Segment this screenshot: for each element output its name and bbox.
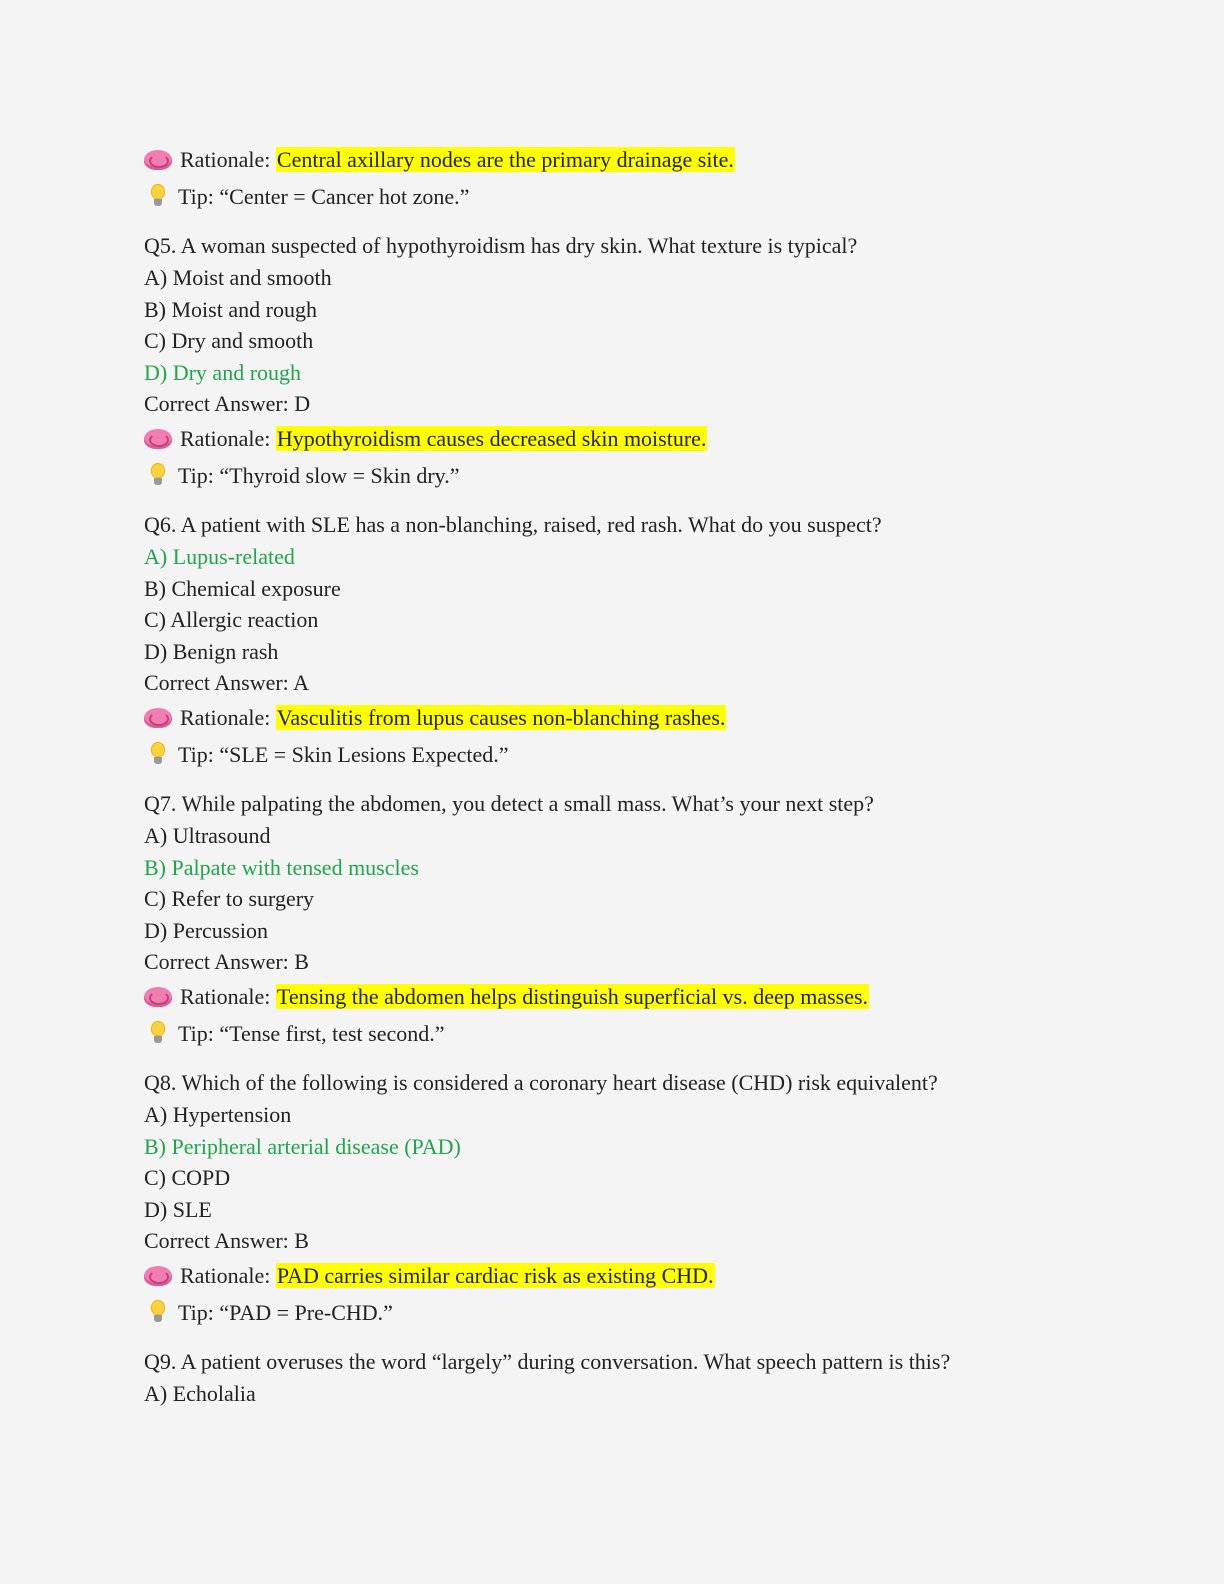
question-q6: Q6. A patient with SLE has a non-blanching, raised, red rash. What do you suspect? [144, 512, 882, 537]
option-q9-a: A) Echolalia [144, 1381, 256, 1406]
rationale-line [144, 146, 735, 174]
rationale-label: Rationale: [180, 1263, 271, 1288]
question-q5: Q5. A woman suspected of hypothyroidism has dry skin. What texture is typical? [144, 233, 858, 258]
tip-text: Tip: “Thyroid slow = Skin dry.” [178, 463, 460, 488]
lightbulb-icon [144, 742, 170, 766]
rationale-line-q7 [144, 983, 869, 1011]
option-q8-b-correct: B) Peripheral arterial disease (PAD) [144, 1134, 461, 1159]
correct-answer-q7: Correct Answer: B [144, 949, 309, 974]
correct-answer-q6: Correct Answer: A [144, 670, 309, 695]
rationale-text: Hypothyroidism causes decreased skin moisture. [276, 426, 707, 451]
rationale-line-q8 [144, 1262, 715, 1290]
rationale-label: Rationale: [180, 426, 271, 451]
lightbulb-icon [144, 1300, 170, 1324]
question-q7: Q7. While palpating the abdomen, you detect a small mass. What’s your next step? [144, 791, 874, 816]
option-q7-c: C) Refer to surgery [144, 886, 315, 911]
lightbulb-icon [144, 1021, 170, 1045]
option-q6-c: C) Allergic reaction [144, 607, 319, 632]
brain-icon [144, 428, 172, 450]
option-q5-a: A) Moist and smooth [144, 265, 332, 290]
rationale-text: PAD carries similar cardiac risk as existing CHD. [276, 1263, 714, 1288]
tip-line-q6 [144, 741, 509, 769]
rationale-label: Rationale: [180, 705, 271, 730]
tip-line-q5 [144, 462, 460, 490]
question-q9: Q9. A patient overuses the word “largely” during conversation. What speech pattern is this? [144, 1349, 951, 1374]
option-q5-d-correct: D) Dry and rough [144, 360, 302, 385]
option-q7-a: A) Ultrasound [144, 823, 271, 848]
rationale-label: Rationale: [180, 984, 271, 1009]
option-q5-b: B) Moist and rough [144, 297, 317, 322]
rationale-line-q6 [144, 704, 726, 732]
option-q7-b-correct: B) Palpate with tensed muscles [144, 855, 419, 880]
brain-icon [144, 986, 172, 1008]
tip-line [144, 183, 469, 211]
brain-icon [144, 149, 172, 171]
rationale-text: Vasculitis from lupus causes non-blanching rashes. [276, 705, 726, 730]
brain-icon [144, 1265, 172, 1287]
option-q8-a: A) Hypertension [144, 1102, 292, 1127]
tip-text: Tip: “SLE = Skin Lesions Expected.” [178, 742, 509, 767]
option-q6-b: B) Chemical exposure [144, 576, 341, 601]
option-q7-d: D) Percussion [144, 918, 269, 943]
correct-answer-q8: Correct Answer: B [144, 1228, 309, 1253]
question-q8: Q8. Which of the following is considered a coronary heart disease (CHD) risk equivalent? [144, 1070, 938, 1095]
tip-line-q8 [144, 1299, 393, 1327]
option-q8-d: D) SLE [144, 1197, 212, 1222]
option-q6-a-correct: A) Lupus-related [144, 544, 295, 569]
tip-text: Tip: “Tense first, test second.” [178, 1021, 445, 1046]
brain-icon [144, 707, 172, 729]
lightbulb-icon [144, 184, 170, 208]
lightbulb-icon [144, 463, 170, 487]
option-q8-c: C) COPD [144, 1165, 231, 1190]
option-q5-c: C) Dry and smooth [144, 328, 314, 353]
tip-text: Tip: “Center = Cancer hot zone.” [178, 184, 470, 209]
rationale-text: Central axillary nodes are the primary drainage site. [276, 147, 734, 172]
rationale-label: Rationale: [180, 147, 271, 172]
option-q6-d: D) Benign rash [144, 639, 279, 664]
correct-answer-q5: Correct Answer: D [144, 391, 311, 416]
tip-text: Tip: “PAD = Pre-CHD.” [178, 1300, 393, 1325]
rationale-text: Tensing the abdomen helps distinguish superficial vs. deep masses. [276, 984, 869, 1009]
tip-line-q7 [144, 1020, 445, 1048]
rationale-line-q5 [144, 425, 707, 453]
